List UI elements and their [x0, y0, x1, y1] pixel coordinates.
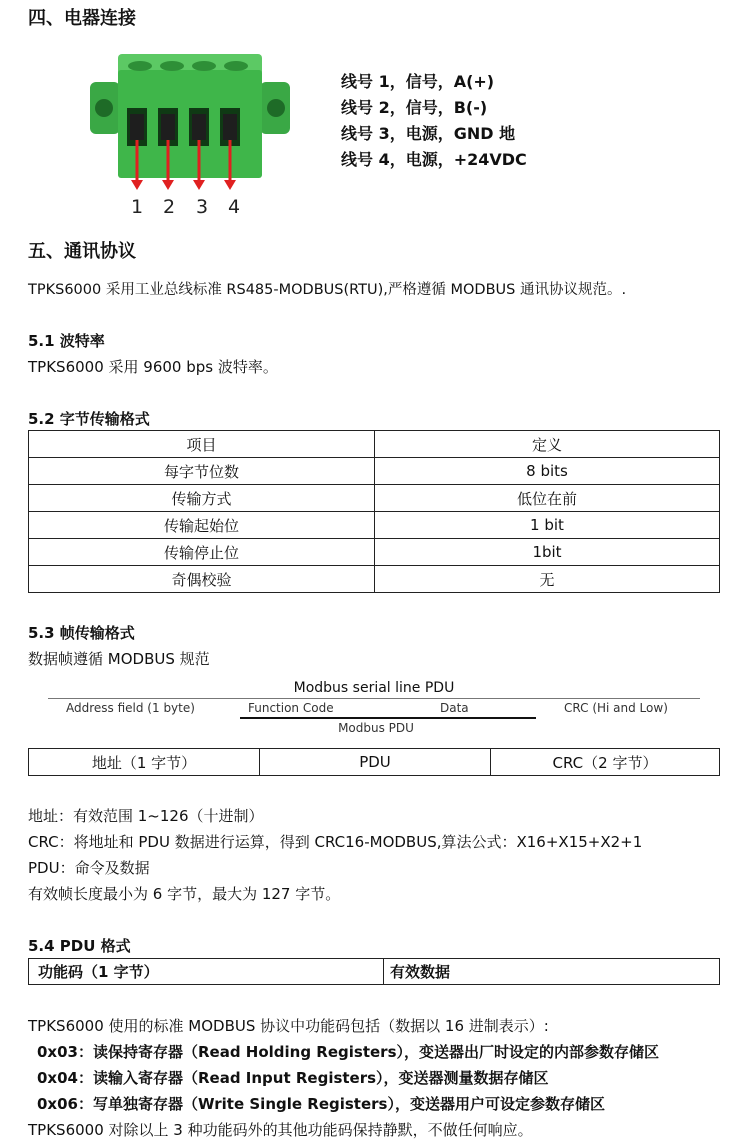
function-code-0x03: 0x03：读保持寄存器（Read Holding Registers），变送器出厂时设定的内部参数存储区 — [37, 1043, 660, 1061]
diagram-crc-label: CRC (Hi and Low) — [564, 701, 668, 715]
table-cell: 无 — [375, 566, 720, 593]
section-5-1-title: 5.1 波特率 — [28, 332, 105, 350]
wiring-line-1: 线号 1，信号，A(+) — [341, 72, 495, 91]
pdu-format-table — [28, 958, 720, 985]
table-cell: 低位在前 — [375, 485, 720, 512]
diagram-title: Modbus serial line PDU — [293, 680, 455, 696]
note-crc: CRC：将地址和 PDU 数据进行运算，得到 CRC16-MODBUS,算法公式：X16+X15+X2+1 — [28, 833, 643, 851]
section-4-title: 四、电器连接 — [28, 8, 136, 29]
function-code-intro: TPKS6000 使用的标准 MODBUS 协议中功能码包括（数据以 16 进制表示）: — [28, 1017, 549, 1035]
section-5-intro: TPKS6000 采用工业总线标准 RS485-MODBUS(RTU),严格遵循 MODBUS 通讯协议规范。. — [28, 282, 627, 298]
pdu-function-code-cell: 功能码（1 字节） — [29, 959, 384, 985]
table-row — [29, 566, 720, 593]
diagram-pdu-rule — [240, 717, 536, 719]
diagram-function-label: Function Code — [248, 701, 334, 715]
function-code-0x06: 0x06：写单独寄存器（Write Single Registers），变送器用户可设定参数存储区 — [37, 1095, 605, 1113]
table-header-row — [29, 431, 720, 458]
modbus-frame-diagram — [48, 680, 700, 740]
byte-format-table — [28, 430, 720, 593]
diagram-pdu-label: Modbus PDU — [338, 721, 414, 735]
pin-number-4: 4 — [228, 196, 241, 218]
frame-pdu-cell: PDU — [260, 749, 491, 776]
table-header-cell: 项目 — [29, 431, 375, 458]
table-row — [29, 959, 720, 985]
wiring-line-2: 线号 2，信号，B(-) — [341, 98, 488, 117]
section-5-2-title: 5.2 字节传输格式 — [28, 410, 150, 428]
table-cell: 传输起始位 — [29, 512, 375, 539]
frame-format-text: 数据帧遵循 MODBUS 规范 — [28, 650, 210, 668]
note-pdu: PDU：命令及数据 — [28, 859, 150, 877]
table-cell: 传输停止位 — [29, 539, 375, 566]
connector-illustration — [90, 50, 300, 225]
section-5-3-title: 5.3 帧传输格式 — [28, 624, 135, 642]
table-cell: 奇偶校验 — [29, 566, 375, 593]
table-row — [29, 485, 720, 512]
frame-table — [28, 748, 720, 776]
function-code-0x04: 0x04：读输入寄存器（Read Input Registers），变送器测量数据存储区 — [37, 1069, 549, 1087]
table-header-cell: 定义 — [375, 431, 720, 458]
table-cell: 8 bits — [375, 458, 720, 485]
pin-number-3: 3 — [196, 196, 209, 218]
diagram-data-label: Data — [440, 701, 469, 715]
diagram-top-rule — [48, 698, 700, 699]
pin-number-1: 1 — [131, 196, 144, 218]
note-address: 地址：有效范围 1~126（十进制） — [28, 807, 264, 825]
table-cell: 1bit — [375, 539, 720, 566]
frame-crc-cell: CRC（2 字节） — [491, 749, 720, 776]
baud-rate-text: TPKS6000 采用 9600 bps 波特率。 — [28, 358, 278, 376]
table-cell: 传输方式 — [29, 485, 375, 512]
frame-address-cell: 地址（1 字节） — [29, 749, 260, 776]
wiring-line-4: 线号 4，电源，+24VDC — [341, 150, 527, 169]
section-5-4-title: 5.4 PDU 格式 — [28, 937, 131, 955]
section-5-title: 五、通讯协议 — [28, 241, 136, 262]
table-cell: 1 bit — [375, 512, 720, 539]
diagram-address-label: Address field (1 byte) — [66, 701, 195, 715]
table-row — [29, 749, 720, 776]
pdu-data-cell: 有效数据 — [384, 959, 720, 985]
function-code-footer: TPKS6000 对除以上 3 种功能码外的其他功能码保持静默，不做任何响应。 — [28, 1121, 533, 1139]
table-row — [29, 458, 720, 485]
pin-number-2: 2 — [163, 196, 176, 218]
table-cell: 每字节位数 — [29, 458, 375, 485]
note-frame-length: 有效帧长度最小为 6 字节，最大为 127 字节。 — [28, 885, 341, 903]
table-row — [29, 539, 720, 566]
wiring-line-3: 线号 3，电源，GND 地 — [341, 124, 516, 143]
table-row — [29, 512, 720, 539]
